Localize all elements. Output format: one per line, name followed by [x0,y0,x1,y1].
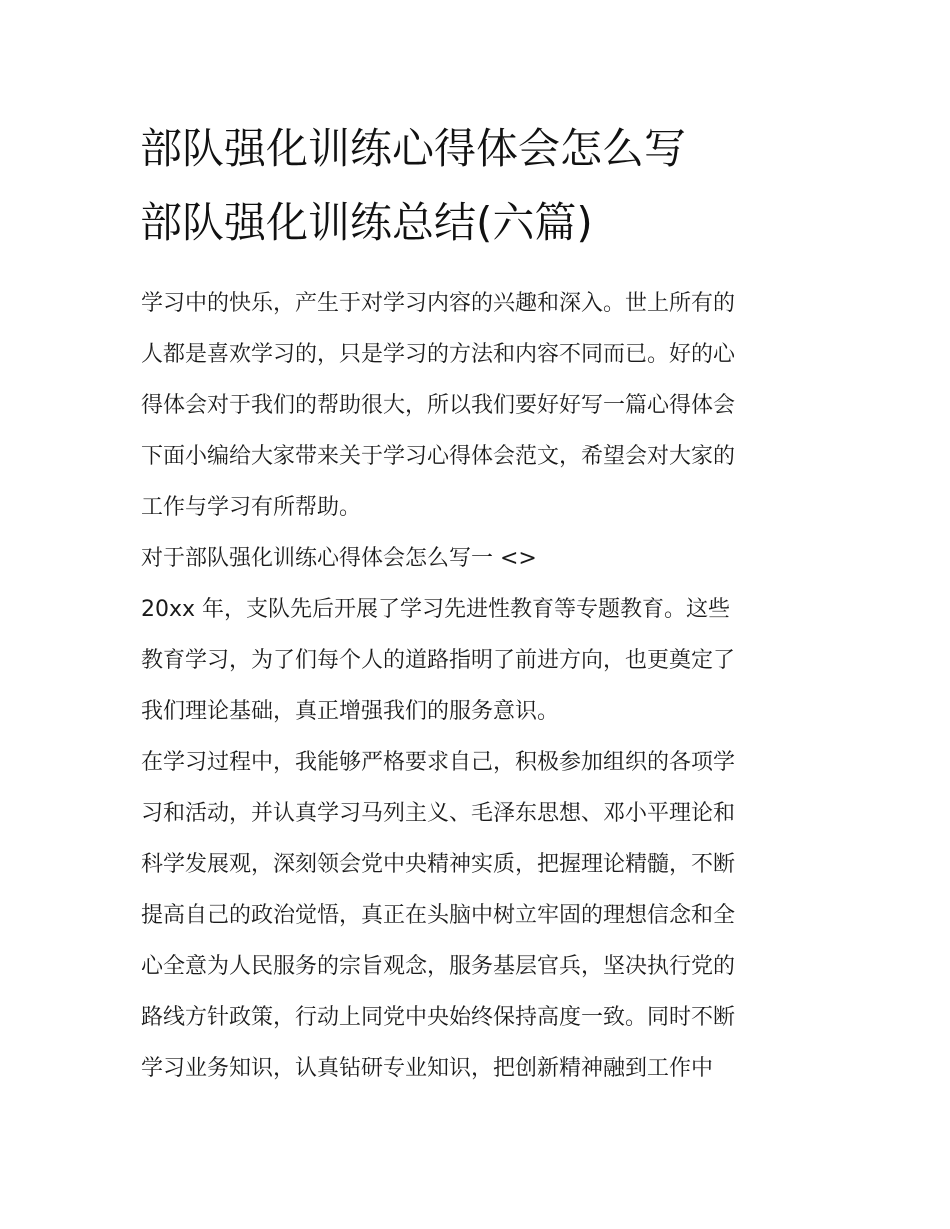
body-line: 20xx 年，支队先后开展了学习先进性教育等专题教育。这些 [141,597,731,622]
title-line-2: 部队强化训练总结(六篇) [140,198,593,247]
body-line: 科学发展观，深刻领会党中央精神实质，把握理论精髓，不断 [141,852,736,877]
body-line: 得体会对于我们的帮助很大，所以我们要好好写一篇心得体会 [141,393,736,418]
body-line: 路线方针政策，行动上同党中央始终保持高度一致。同时不断 [141,1005,736,1030]
title-line-1: 部队强化训练心得体会怎么写 [140,124,687,173]
body-line: 工作与学习有所帮助。 [141,495,362,520]
body-line: 学习业务知识，认真钻研专业知识，把创新精神融到工作中 [141,1056,714,1081]
body-line: 在学习过程中，我能够严格要求自己，积极参加组织的各项学 [141,750,736,775]
body-line: 提高自己的政治觉悟，真正在头脑中树立牢固的理想信念和全 [141,903,736,928]
body-line: 心全意为人民服务的宗旨观念，服务基层官兵，坚决执行党的 [141,954,736,979]
body-line: 我们理论基础，真正增强我们的服务意识。 [141,699,560,724]
document-title [140,112,830,260]
body-line: 人都是喜欢学习的，只是学习的方法和内容不同而已。好的心 [141,342,736,367]
body-line: 习和活动，并认真学习马列主义、毛泽东思想、邓小平理论和 [141,801,736,826]
section-heading: 对于部队强化训练心得体会怎么写一 <> [141,546,537,571]
document-body [141,278,817,1094]
body-line: 下面小编给大家带来关于学习心得体会范文，希望会对大家的 [141,444,736,469]
body-line: 教育学习，为了们每个人的道路指明了前进方向，也更奠定了 [141,648,736,673]
body-line: 学习中的快乐，产生于对学习内容的兴趣和深入。世上所有的 [141,291,736,316]
